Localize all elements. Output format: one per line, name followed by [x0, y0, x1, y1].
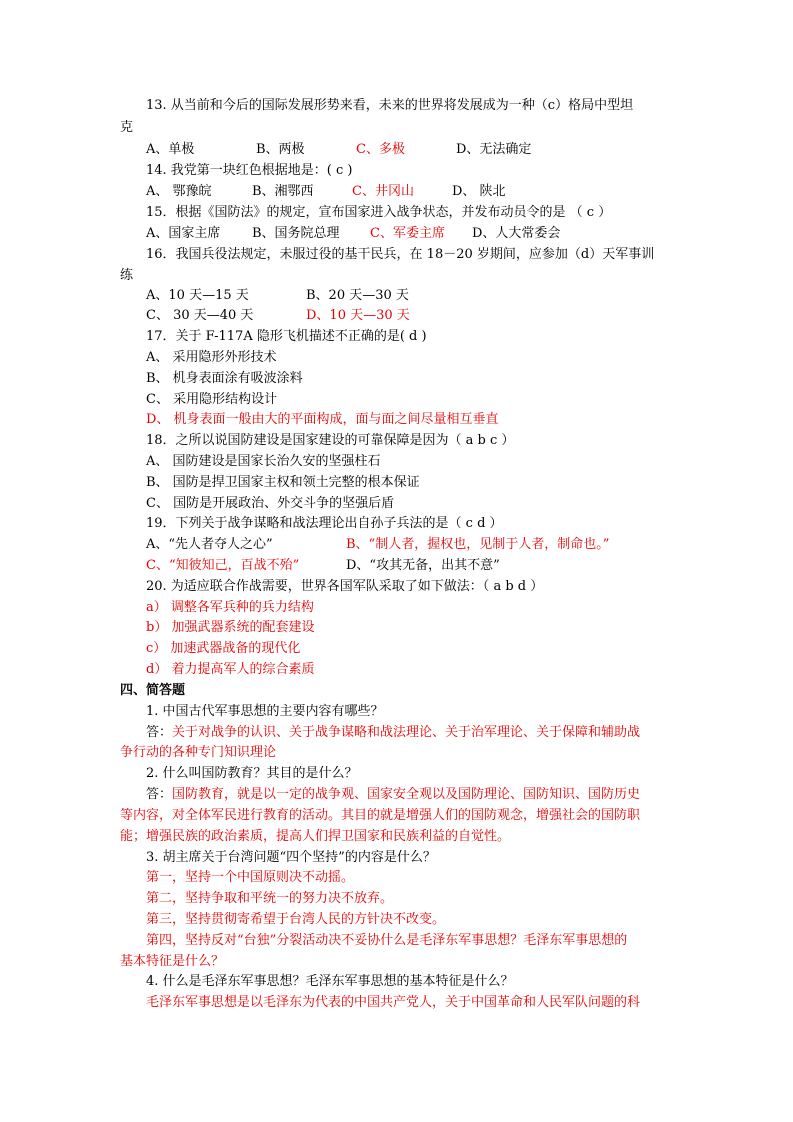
q16-question-line2: 练	[120, 268, 134, 283]
q20-option-c: c） 加速武器战备的现代化	[146, 641, 301, 656]
q14-option-a: A、 鄂豫皖	[146, 184, 212, 199]
q13-options	[146, 140, 531, 160]
q15-option-a: A、国家主席	[146, 226, 221, 241]
q15-option-b: B、国务院总理	[252, 226, 340, 241]
short1-answer-text: 关于对战争的认识、关于战争谋略和战法理论、关于治军理论、关于保障和辅助战	[172, 725, 641, 740]
q17-option-d: D、 机身表面一般由大的平面构成，面与面之间尽量相互垂直	[146, 412, 499, 427]
short1-answer-prefix: 答：	[146, 725, 173, 740]
short1-question: 1. 中国古代军事思想的主要内容有哪些？	[146, 704, 384, 719]
short3-answer-line5: 基本特征是什么？	[120, 954, 225, 969]
q15-option-d: D、人大常委会	[472, 226, 561, 241]
short2-answer-line2: 等内容，对全体军民进行教育的活动。其目的就是增强人们的国防观念，增强社会的国防职	[120, 808, 641, 823]
q17-question: 17．关于 F-117A 隐形飞机描述不正确的是( d )	[146, 329, 427, 344]
q20-option-a: a） 调整各军兵种的兵力结构	[146, 600, 314, 615]
short2-question: 2. 什么叫国防教育？其目的是什么？	[146, 766, 358, 781]
q15-option-c: C、军委主席	[370, 226, 445, 241]
q16-options-row1	[146, 286, 409, 306]
short1-answer-line2: 争行动的各种专门知识理论	[120, 745, 277, 760]
q16-option-b: B、20 天—30 天	[306, 288, 409, 303]
q19-options-row2	[146, 556, 500, 576]
q14-option-c: C、井冈山	[352, 184, 414, 199]
q13-option-b: B、两极	[256, 142, 305, 157]
short3-answer-line3: 第三，坚持贯彻寄希望于台湾人民的方针决不改变。	[146, 912, 446, 927]
q14-option-b: B、湘鄂西	[252, 184, 314, 199]
q17-option-c: C、 采用隐形结构设计	[146, 392, 278, 407]
q13-option-a: A、单极	[146, 142, 195, 157]
q18-question: 18．之所以说国防建设是国家建设的可靠保障是因为（ a b c ）	[146, 433, 515, 448]
q17-option-a: A、 采用隐形外形技术	[146, 350, 277, 365]
q17-option-b: B、 机身表面涂有吸波涂料	[146, 371, 303, 386]
short2-answer-text: 国防教育，就是以一定的战争观、国家安全观以及国防理论、国防知识、国防历史	[172, 787, 641, 802]
q15-options	[146, 224, 560, 244]
q16-question-line1: 16．我国兵役法规定，未服过役的基干民兵，在 18－20 岁期间，应参加（d）天军事训	[146, 247, 655, 262]
q18-option-a: A、 国防建设是国家长治久安的坚强柱石	[146, 454, 381, 469]
section-title: 四、简答题	[120, 683, 186, 698]
q19-option-c: C、“知彼知己，百战不殆”	[146, 558, 300, 573]
q19-option-a: A、“先人者夺人之心”	[146, 537, 273, 552]
q16-options-row2	[146, 306, 410, 326]
short1-answer-line1	[146, 723, 640, 743]
short4-question: 4. 什么是毛泽东军事思想？毛泽东军事思想的基本特征是什么？	[146, 974, 514, 989]
q14-question: 14. 我党第一块红色根据地是：( c )	[146, 163, 353, 178]
q13-question-line1: 13. 从当前和今后的国际发展形势来看，未来的世界将发展成为一种（c）格局中型坦	[146, 98, 634, 113]
short2-answer-prefix: 答：	[146, 787, 173, 802]
q19-option-d: D、“攻其无备，出其不意”	[346, 558, 500, 573]
q19-options-row1	[146, 535, 609, 555]
q16-option-d: D、10 天—30 天	[306, 308, 410, 323]
q14-options	[146, 182, 506, 202]
q20-question: 20. 为适应联合作战需要，世界各国军队采取了如下做法：（ a b d ）	[146, 579, 544, 594]
short3-answer-line1: 第一，坚持一个中国原则决不动摇。	[146, 870, 355, 885]
short2-answer-line3: 能；增强民族的政治素质，提高人们捍卫国家和民族利益的自觉性。	[120, 829, 511, 844]
q16-option-a: A、10 天—15 天	[146, 288, 249, 303]
q13-question-line2: 克	[120, 120, 134, 135]
q16-option-c: C、 30 天—40 天	[146, 308, 254, 323]
q20-option-d: d） 着力提高军人的综合素质	[146, 662, 315, 677]
q15-question: 15．根据《国防法》的规定，宣布国家进入战争状态，并发布动员令的是 （ c ）	[146, 205, 612, 220]
short2-answer-line1	[146, 785, 640, 805]
short4-answer-line1: 毛泽东军事思想是以毛泽东为代表的中国共产党人，关于中国革命和人民军队问题的科	[146, 995, 641, 1010]
q18-option-b: B、 国防是捍卫国家主权和领土完整的根本保证	[146, 475, 420, 490]
short3-answer-line2: 第二，坚持争取和平统一的努力决不放弃。	[146, 891, 394, 906]
q18-option-c: C、 国防是开展政治、外交斗争的坚强后盾	[146, 496, 395, 511]
q20-option-b: b） 加强武器系统的配套建设	[146, 620, 315, 635]
short3-answer-line4: 第四，坚持反对“台独”分裂活动决不妥协什么是毛泽东军事思想？毛泽东军事思想的	[146, 933, 628, 948]
q19-option-b: B、“制人者，握权也，见制于人者，制命也。”	[346, 537, 610, 552]
q13-option-d: D、无法确定	[456, 142, 532, 157]
q13-option-c: C、多极	[356, 142, 405, 157]
q14-option-d: D、 陕北	[452, 184, 506, 199]
q19-question: 19．下列关于战争谋略和战法理论出自孙子兵法的是（ c d ）	[146, 516, 503, 531]
short3-question: 3. 胡主席关于台湾问题“四个坚持”的内容是什么？	[146, 850, 436, 865]
